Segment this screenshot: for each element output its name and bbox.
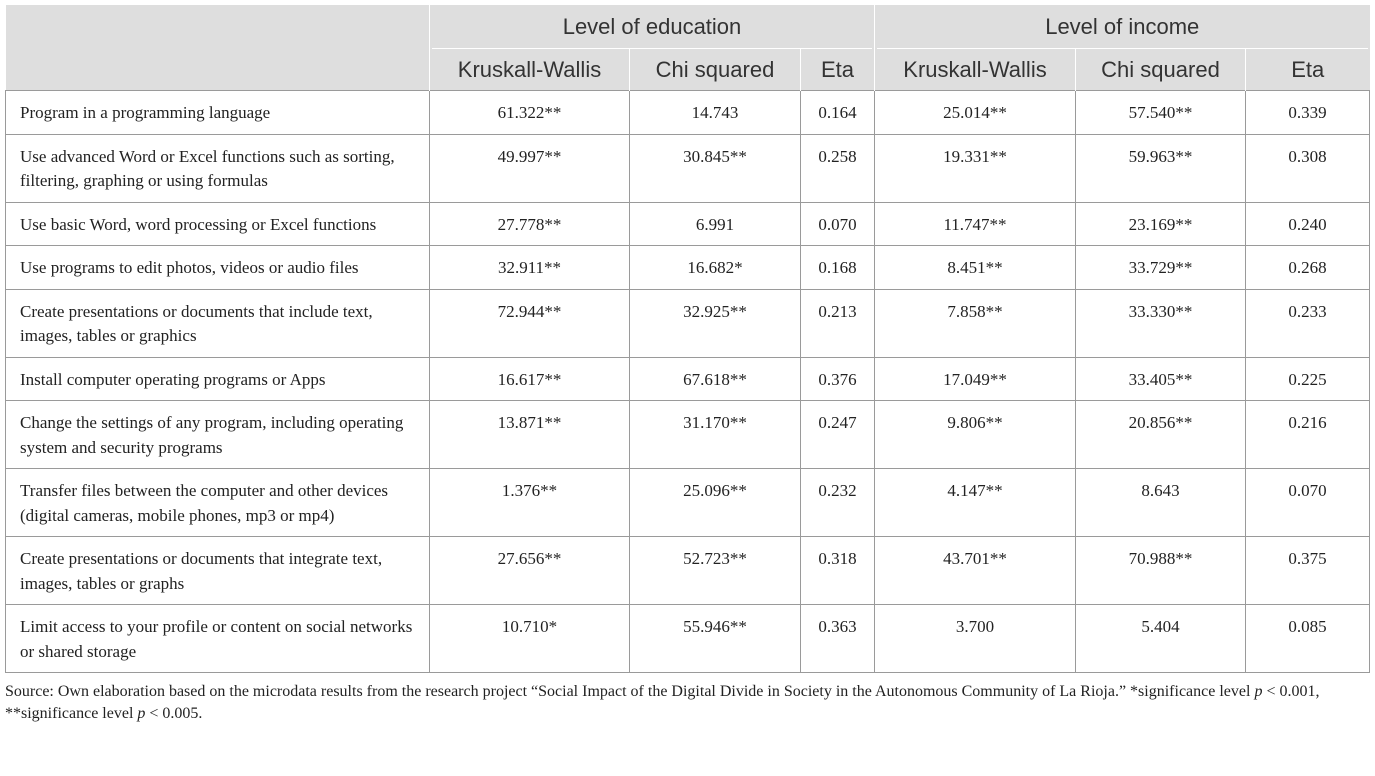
cell-inc-kruskall-wallis bbox=[875, 357, 1076, 401]
value-inc-chi-squared: 57.540** bbox=[1128, 103, 1193, 122]
cell-inc-chi-squared bbox=[1076, 357, 1246, 401]
cell-edu-kruskall-wallis bbox=[430, 134, 630, 202]
cell-inc-eta bbox=[1246, 91, 1370, 135]
header-edu-chi-squared: Chi squared bbox=[630, 49, 801, 91]
cell-edu-chi-squared bbox=[630, 91, 801, 135]
cell-edu-eta bbox=[801, 289, 875, 357]
table-header bbox=[6, 5, 1370, 91]
cell-inc-eta bbox=[1246, 246, 1370, 290]
cell-inc-kruskall-wallis bbox=[875, 605, 1076, 673]
row-label: Change the settings of any program, including operating system and security programs bbox=[20, 413, 404, 457]
row-label-cell bbox=[6, 537, 430, 605]
cell-edu-chi-squared bbox=[630, 134, 801, 202]
value-edu-chi-squared: 30.845** bbox=[683, 146, 747, 166]
value-inc-eta: 0.268 bbox=[1288, 258, 1327, 277]
value-edu-chi-squared: 55.946** bbox=[683, 617, 747, 636]
value-inc-eta: 0.308 bbox=[1288, 146, 1327, 166]
cell-inc-chi-squared bbox=[1076, 605, 1246, 673]
row-label: Transfer files between the computer and other devices (digital cameras, mobile phones, mp3 or mp4) bbox=[20, 481, 389, 525]
value-inc-chi-squared: 33.405** bbox=[1128, 369, 1193, 389]
cell-edu-eta bbox=[801, 202, 875, 246]
value-inc-kruskall-wallis: 9.806** bbox=[947, 413, 1003, 432]
cell-edu-chi-squared bbox=[630, 246, 801, 290]
table-row bbox=[6, 401, 1370, 469]
value-inc-chi-squared: 33.330** bbox=[1128, 301, 1193, 321]
row-label-cell bbox=[6, 605, 430, 673]
value-inc-eta: 0.225 bbox=[1288, 369, 1327, 389]
cell-edu-eta bbox=[801, 91, 875, 135]
cell-inc-eta bbox=[1246, 605, 1370, 673]
value-inc-chi-squared: 33.729** bbox=[1128, 258, 1193, 277]
value-edu-chi-squared: 31.170** bbox=[683, 413, 747, 432]
header-group-income bbox=[875, 5, 1370, 49]
header-group-row bbox=[6, 5, 1370, 49]
table-row bbox=[6, 537, 1370, 605]
table-row bbox=[6, 357, 1370, 401]
value-edu-kruskall-wallis: 1.376** bbox=[501, 481, 558, 500]
header-empty-cell bbox=[6, 5, 430, 91]
table-body bbox=[6, 91, 1370, 673]
table-row bbox=[6, 134, 1370, 202]
cell-inc-eta bbox=[1246, 537, 1370, 605]
cell-edu-chi-squared bbox=[630, 357, 801, 401]
value-edu-eta: 0.376 bbox=[818, 369, 857, 389]
cell-edu-kruskall-wallis bbox=[430, 357, 630, 401]
cell-edu-kruskall-wallis bbox=[430, 289, 630, 357]
value-edu-eta: 0.258 bbox=[818, 146, 857, 166]
value-inc-chi-squared: 20.856** bbox=[1128, 413, 1193, 432]
source-p-symbol-2: p bbox=[137, 705, 146, 722]
table-row bbox=[6, 246, 1370, 290]
source-text-1: Source: Own elaboration based on the microdata results from the research project “Social Impact of the Digital Divide in Society in the Autonomous Community of La Rioja.” *significance level bbox=[5, 683, 1255, 700]
cell-edu-chi-squared bbox=[630, 401, 801, 469]
value-inc-chi-squared: 5.404 bbox=[1141, 617, 1180, 636]
cell-edu-chi-squared bbox=[630, 469, 801, 537]
value-inc-chi-squared: 59.963** bbox=[1128, 146, 1193, 166]
row-label-cell bbox=[6, 246, 430, 290]
cell-inc-chi-squared bbox=[1076, 469, 1246, 537]
value-edu-chi-squared: 6.991 bbox=[695, 214, 735, 234]
cell-inc-kruskall-wallis bbox=[875, 401, 1076, 469]
value-inc-kruskall-wallis: 7.858** bbox=[947, 301, 1003, 321]
cell-inc-chi-squared bbox=[1076, 246, 1246, 290]
header-group-education-label: Level of education bbox=[562, 14, 742, 39]
table-row bbox=[6, 605, 1370, 673]
value-inc-eta: 0.216 bbox=[1288, 413, 1327, 432]
cell-edu-kruskall-wallis bbox=[430, 202, 630, 246]
cell-inc-eta bbox=[1246, 469, 1370, 537]
cell-inc-chi-squared bbox=[1076, 91, 1246, 135]
header-inc-eta: Eta bbox=[1246, 49, 1370, 91]
results-table bbox=[5, 5, 1370, 673]
value-inc-kruskall-wallis: 43.701** bbox=[943, 549, 1007, 568]
row-label: Program in a programming language bbox=[20, 103, 271, 122]
source-text-3: < 0.005. bbox=[145, 705, 203, 722]
value-edu-eta: 0.164 bbox=[818, 103, 857, 122]
cell-inc-eta bbox=[1246, 401, 1370, 469]
value-edu-chi-squared: 32.925** bbox=[683, 301, 747, 321]
value-edu-eta: 0.247 bbox=[818, 413, 857, 432]
value-inc-eta: 0.240 bbox=[1288, 214, 1327, 234]
table-row bbox=[6, 289, 1370, 357]
value-inc-eta: 0.085 bbox=[1288, 617, 1327, 636]
row-label-cell bbox=[6, 202, 430, 246]
value-inc-chi-squared: 23.169** bbox=[1128, 214, 1193, 234]
cell-edu-chi-squared bbox=[630, 289, 801, 357]
value-inc-kruskall-wallis: 11.747** bbox=[943, 214, 1007, 234]
header-inc-kruskall-wallis: Kruskall-Wallis bbox=[875, 49, 1076, 91]
value-edu-chi-squared: 67.618** bbox=[683, 369, 747, 389]
source-text-2: < 0.001, **significance level bbox=[5, 683, 1320, 722]
row-label: Create presentations or documents that integrate text, images, tables or graphs bbox=[20, 549, 383, 593]
source-note bbox=[5, 681, 1369, 725]
value-inc-eta: 0.070 bbox=[1288, 481, 1327, 500]
value-edu-chi-squared: 16.682* bbox=[687, 258, 743, 277]
cell-edu-kruskall-wallis bbox=[430, 537, 630, 605]
cell-inc-chi-squared bbox=[1076, 202, 1246, 246]
value-inc-kruskall-wallis: 25.014** bbox=[943, 103, 1007, 122]
cell-edu-eta bbox=[801, 605, 875, 673]
value-inc-eta: 0.375 bbox=[1288, 549, 1327, 568]
value-inc-kruskall-wallis: 8.451** bbox=[947, 258, 1003, 277]
value-edu-eta: 0.168 bbox=[818, 258, 857, 277]
cell-inc-chi-squared bbox=[1076, 401, 1246, 469]
value-edu-eta: 0.232 bbox=[818, 481, 857, 500]
cell-edu-eta bbox=[801, 246, 875, 290]
row-label-cell bbox=[6, 289, 430, 357]
cell-inc-kruskall-wallis bbox=[875, 134, 1076, 202]
row-label-cell bbox=[6, 91, 430, 135]
value-edu-eta: 0.070 bbox=[818, 214, 857, 234]
cell-edu-eta bbox=[801, 469, 875, 537]
value-edu-kruskall-wallis: 72.944** bbox=[497, 301, 562, 321]
row-label-cell bbox=[6, 401, 430, 469]
value-edu-eta: 0.363 bbox=[818, 617, 857, 636]
cell-edu-kruskall-wallis bbox=[430, 605, 630, 673]
value-edu-chi-squared: 52.723** bbox=[683, 549, 747, 568]
cell-inc-chi-squared bbox=[1076, 134, 1246, 202]
value-inc-eta: 0.339 bbox=[1288, 103, 1327, 122]
row-label: Limit access to your profile or content on social networks or shared storage bbox=[20, 617, 413, 661]
cell-inc-chi-squared bbox=[1076, 537, 1246, 605]
cell-edu-kruskall-wallis bbox=[430, 246, 630, 290]
value-inc-kruskall-wallis: 19.331** bbox=[943, 146, 1007, 166]
value-edu-eta: 0.318 bbox=[818, 549, 857, 568]
row-label: Use programs to edit photos, videos or audio files bbox=[20, 258, 359, 277]
header-edu-eta: Eta bbox=[801, 49, 875, 91]
header-group-income-label: Level of income bbox=[1045, 14, 1200, 39]
value-inc-kruskall-wallis: 4.147** bbox=[947, 481, 1003, 500]
row-label: Use advanced Word or Excel functions such as sorting, filtering, graphing or using formulas bbox=[20, 146, 395, 190]
cell-inc-kruskall-wallis bbox=[875, 91, 1076, 135]
cell-inc-kruskall-wallis bbox=[875, 469, 1076, 537]
row-label: Use basic Word, word processing or Excel functions bbox=[20, 214, 377, 234]
header-inc-chi-squared: Chi squared bbox=[1076, 49, 1246, 91]
cell-edu-chi-squared bbox=[630, 537, 801, 605]
table-row bbox=[6, 469, 1370, 537]
table-container bbox=[5, 5, 1369, 725]
value-edu-eta: 0.213 bbox=[818, 301, 857, 321]
value-inc-chi-squared: 8.643 bbox=[1141, 481, 1180, 500]
row-label-cell bbox=[6, 134, 430, 202]
cell-inc-kruskall-wallis bbox=[875, 246, 1076, 290]
cell-edu-kruskall-wallis bbox=[430, 469, 630, 537]
row-label: Create presentations or documents that include text, images, tables or graphics bbox=[20, 301, 373, 345]
value-edu-kruskall-wallis: 27.656** bbox=[497, 549, 562, 568]
cell-inc-eta bbox=[1246, 134, 1370, 202]
row-label: Install computer operating programs or Apps bbox=[20, 369, 326, 389]
source-p-symbol-1: p bbox=[1254, 683, 1263, 700]
table-row bbox=[6, 202, 1370, 246]
value-edu-kruskall-wallis: 16.617** bbox=[497, 369, 562, 389]
cell-inc-kruskall-wallis bbox=[875, 537, 1076, 605]
value-edu-kruskall-wallis: 13.871** bbox=[497, 413, 562, 432]
cell-edu-eta bbox=[801, 357, 875, 401]
cell-inc-eta bbox=[1246, 357, 1370, 401]
value-edu-kruskall-wallis: 27.778** bbox=[497, 214, 562, 234]
value-edu-kruskall-wallis: 10.710* bbox=[501, 617, 558, 636]
cell-inc-kruskall-wallis bbox=[875, 202, 1076, 246]
cell-edu-eta bbox=[801, 401, 875, 469]
value-edu-chi-squared: 25.096** bbox=[683, 481, 747, 500]
header-edu-kruskall-wallis: Kruskall-Wallis bbox=[430, 49, 630, 91]
value-inc-chi-squared: 70.988** bbox=[1128, 549, 1193, 568]
table-row bbox=[6, 91, 1370, 135]
value-edu-chi-squared: 14.743 bbox=[691, 103, 739, 122]
cell-inc-kruskall-wallis bbox=[875, 289, 1076, 357]
cell-edu-eta bbox=[801, 134, 875, 202]
value-edu-kruskall-wallis: 49.997** bbox=[497, 146, 562, 166]
cell-inc-eta bbox=[1246, 202, 1370, 246]
cell-edu-kruskall-wallis bbox=[430, 91, 630, 135]
value-inc-kruskall-wallis: 3.700 bbox=[955, 617, 995, 636]
cell-inc-chi-squared bbox=[1076, 289, 1246, 357]
row-label-cell bbox=[6, 357, 430, 401]
cell-inc-eta bbox=[1246, 289, 1370, 357]
row-label-cell bbox=[6, 469, 430, 537]
value-inc-eta: 0.233 bbox=[1288, 301, 1327, 321]
cell-edu-eta bbox=[801, 537, 875, 605]
value-edu-kruskall-wallis: 61.322** bbox=[497, 103, 562, 122]
value-inc-kruskall-wallis: 17.049** bbox=[943, 369, 1007, 389]
cell-edu-chi-squared bbox=[630, 605, 801, 673]
cell-edu-kruskall-wallis bbox=[430, 401, 630, 469]
header-group-education bbox=[430, 5, 875, 49]
cell-edu-chi-squared bbox=[630, 202, 801, 246]
value-edu-kruskall-wallis: 32.911** bbox=[497, 258, 562, 277]
